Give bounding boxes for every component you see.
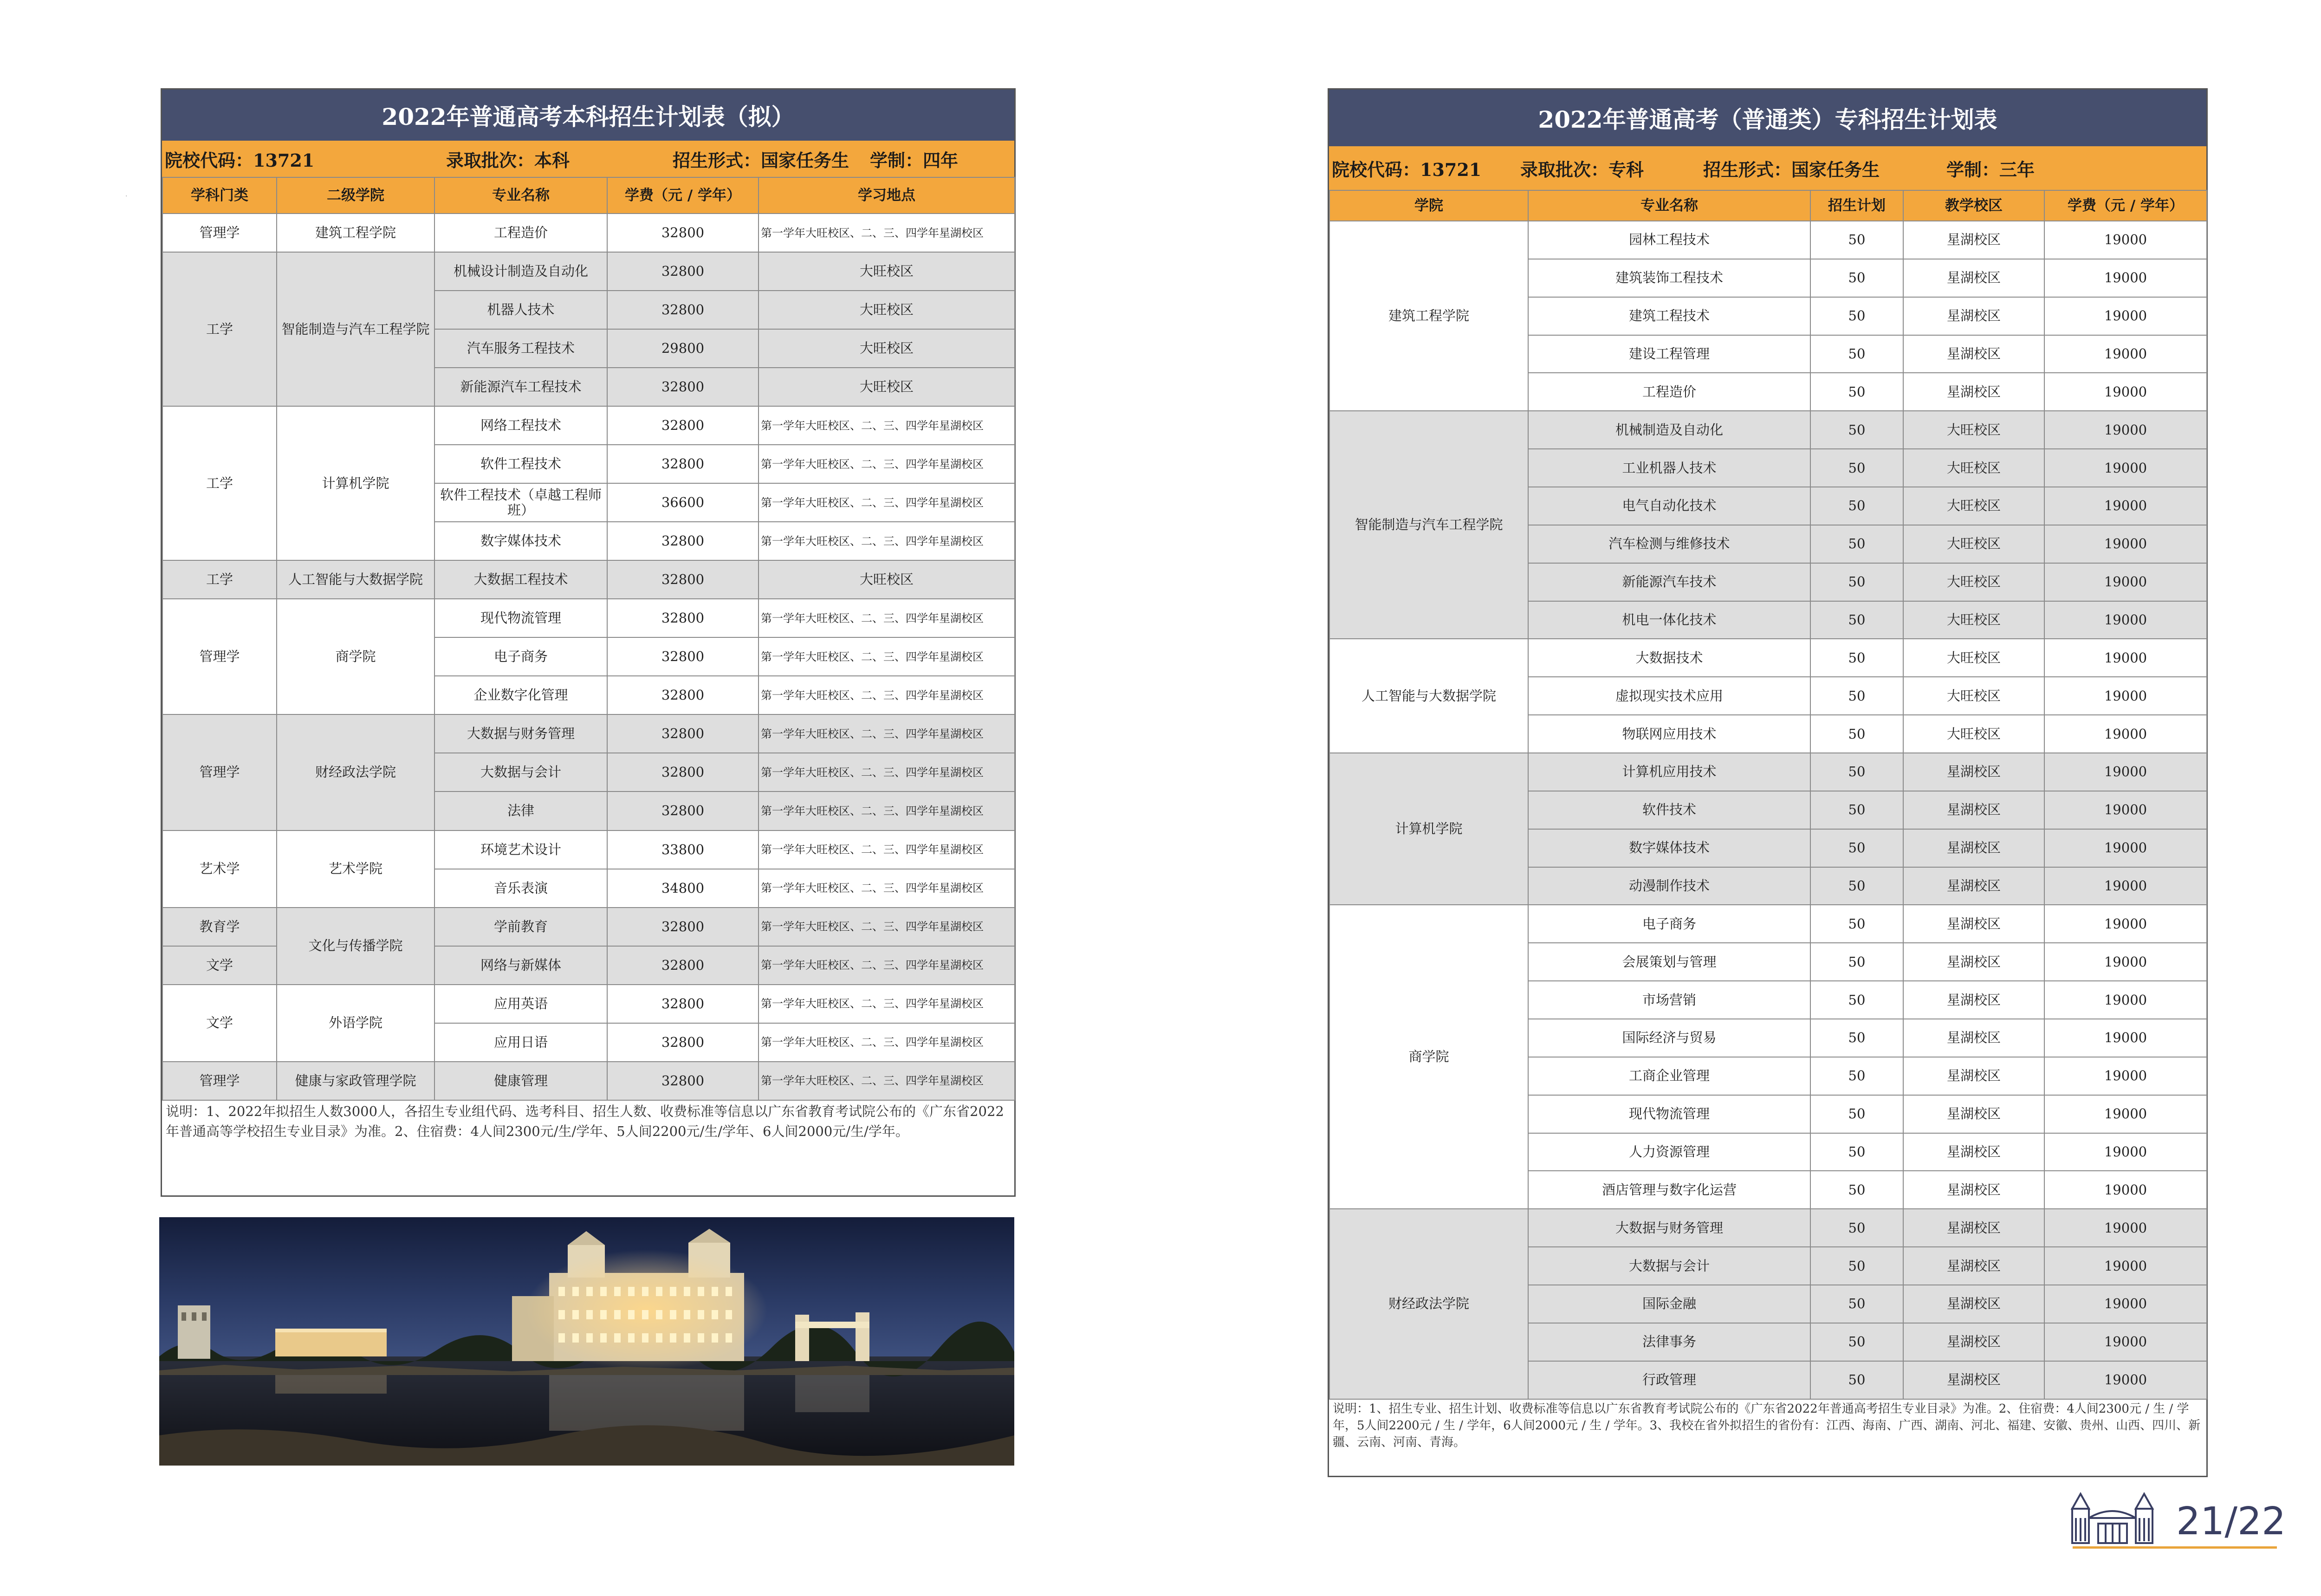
major-cell: 物联网应用技术 xyxy=(1528,715,1810,753)
plan-cell: 50 xyxy=(1810,1323,1903,1361)
major-cell: 工商企业管理 xyxy=(1528,1057,1810,1095)
major-cell: 工程造价 xyxy=(1528,373,1810,411)
major-cell: 学前教育 xyxy=(434,908,607,946)
college-cell: 财经政法学院 xyxy=(1329,1209,1528,1399)
college-cell: 艺术学院 xyxy=(277,830,434,908)
major-cell: 法律事务 xyxy=(1528,1323,1810,1361)
campus-cell: 大旺校区 xyxy=(1903,563,2044,601)
location-cell: 第一学年大旺校区、二、三、四学年星湖校区 xyxy=(759,445,1015,483)
location-cell: 第一学年大旺校区、二、三、四学年星湖校区 xyxy=(759,792,1015,830)
location-cell: 大旺校区 xyxy=(759,291,1015,329)
location-cell: 大旺校区 xyxy=(759,252,1015,291)
major-cell: 大数据与会计 xyxy=(434,753,607,792)
campus-cell: 大旺校区 xyxy=(1903,449,2044,487)
campus-night-illustration xyxy=(159,1217,1014,1466)
fee-cell: 32800 xyxy=(607,522,759,560)
major-cell: 软件工程技术 xyxy=(434,445,607,483)
college-cell: 人工智能与大数据学院 xyxy=(1329,639,1528,753)
campus-cell: 星湖校区 xyxy=(1903,1171,2044,1209)
campus-cell: 星湖校区 xyxy=(1903,221,2044,259)
page-number-underline xyxy=(2073,1546,2277,1549)
header-college: 学院 xyxy=(1329,190,1528,221)
fee-cell: 19000 xyxy=(2044,677,2207,715)
campus-cell: 星湖校区 xyxy=(1903,943,2044,981)
location-cell: 第一学年大旺校区、二、三、四学年星湖校区 xyxy=(759,214,1015,252)
major-cell: 市场营销 xyxy=(1528,981,1810,1019)
major-cell: 行政管理 xyxy=(1528,1361,1810,1399)
location-cell: 大旺校区 xyxy=(759,560,1015,599)
campus-cell: 星湖校区 xyxy=(1903,829,2044,867)
fee-cell: 19000 xyxy=(2044,1171,2207,1209)
location-cell: 第一学年大旺校区、二、三、四学年星湖校区 xyxy=(759,830,1015,869)
major-cell: 新能源汽车工程技术 xyxy=(434,368,607,406)
campus-cell: 星湖校区 xyxy=(1903,1285,2044,1323)
undergrad-table-title: 2022年普通高考本科招生计划表（拟） xyxy=(162,90,1014,141)
vocational-header-row xyxy=(1329,190,2207,221)
major-cell: 健康管理 xyxy=(434,1062,607,1100)
major-cell: 计算机应用技术 xyxy=(1528,753,1810,791)
fee-cell: 32800 xyxy=(607,291,759,329)
plan-cell: 50 xyxy=(1810,867,1903,905)
fee-cell: 32800 xyxy=(607,1062,759,1100)
major-cell: 网络工程技术 xyxy=(434,406,607,445)
plan-cell: 50 xyxy=(1810,411,1903,449)
location-cell: 第一学年大旺校区、二、三、四学年星湖校区 xyxy=(759,946,1015,985)
plan-cell: 50 xyxy=(1810,335,1903,373)
location-cell: 第一学年大旺校区、二、三、四学年星湖校区 xyxy=(759,1062,1015,1100)
college-cell: 文化与传播学院 xyxy=(277,908,434,985)
campus-cell: 星湖校区 xyxy=(1903,297,2044,335)
plan-cell: 50 xyxy=(1810,221,1903,259)
location-cell: 第一学年大旺校区、二、三、四学年星湖校区 xyxy=(759,714,1015,753)
header-location: 学习地点 xyxy=(759,177,1015,214)
major-cell: 新能源汽车技术 xyxy=(1528,563,1810,601)
college-cell: 建筑工程学院 xyxy=(1329,221,1528,411)
major-cell: 数字媒体技术 xyxy=(434,522,607,560)
campus-cell: 大旺校区 xyxy=(1903,411,2044,449)
campus-cell: 星湖校区 xyxy=(1903,1361,2044,1399)
fee-cell: 19000 xyxy=(2044,411,2207,449)
major-cell: 汽车服务工程技术 xyxy=(434,329,607,368)
header-fee: 学费（元 / 学年） xyxy=(2044,190,2207,221)
table-row xyxy=(162,599,1015,637)
major-cell: 软件技术 xyxy=(1528,791,1810,829)
vocational-note: 说明：1、招生专业、招生计划、收费标准等信息以广东省教育考试院公布的《广东省2022年普通高考招生专业目录》为准。2、住宿费：4人间2300元 / 生 / 学年，5人间2200元 / 生 / 学年，6人间2000元 / 生 / 学年。3、我校在省外拟招生的省份有：江西、海南、广西、湖南、河北、福建、安徽、贵州、山西、四川、新疆、云南、河南、青海。 xyxy=(1333,1402,2201,1449)
campus-cell: 星湖校区 xyxy=(1903,1095,2044,1133)
campus-cell: 星湖校区 xyxy=(1903,791,2044,829)
corner-mark: · xyxy=(125,193,128,200)
header-college: 二级学院 xyxy=(277,177,434,214)
plan-cell: 50 xyxy=(1810,1095,1903,1133)
major-cell: 酒店管理与数字化运营 xyxy=(1528,1171,1810,1209)
major-cell: 电子商务 xyxy=(434,637,607,676)
header-plan: 招生计划 xyxy=(1810,190,1903,221)
college-cell: 智能制造与汽车工程学院 xyxy=(1329,411,1528,639)
major-cell: 软件工程技术（卓越工程师班） xyxy=(434,483,607,522)
table-row xyxy=(1329,905,2207,943)
table-row xyxy=(162,214,1015,252)
fee-cell: 32800 xyxy=(607,676,759,714)
table-row xyxy=(162,252,1015,291)
header-major: 专业名称 xyxy=(1528,190,1810,221)
fee-cell: 32800 xyxy=(607,637,759,676)
fee-cell: 19000 xyxy=(2044,943,2207,981)
category-cell: 工学 xyxy=(162,252,277,406)
table-row xyxy=(162,560,1015,599)
category-cell: 教育学 xyxy=(162,908,277,946)
campus-cell: 星湖校区 xyxy=(1903,1133,2044,1171)
fee-cell: 32800 xyxy=(607,753,759,792)
plan-cell: 50 xyxy=(1810,563,1903,601)
plan-cell: 50 xyxy=(1810,601,1903,639)
vocational-table xyxy=(1329,190,2207,1400)
table-row xyxy=(1329,411,2207,449)
undergrad-plan-table-panel xyxy=(161,88,1016,1197)
fee-cell: 19000 xyxy=(2044,525,2207,563)
plan-cell: 50 xyxy=(1810,297,1903,335)
school-code: 院校代码：13721 xyxy=(165,149,315,171)
major-cell: 数字媒体技术 xyxy=(1528,829,1810,867)
fee-cell: 19000 xyxy=(2044,791,2207,829)
fee-cell: 32800 xyxy=(607,599,759,637)
major-cell: 建设工程管理 xyxy=(1528,335,1810,373)
major-cell: 建筑装饰工程技术 xyxy=(1528,259,1810,297)
fee-cell: 32800 xyxy=(607,985,759,1023)
plan-cell: 50 xyxy=(1810,373,1903,411)
header-fee: 学费（元 / 学年） xyxy=(607,177,759,214)
fee-cell: 19000 xyxy=(2044,639,2207,677)
plan-cell: 50 xyxy=(1810,791,1903,829)
plan-cell: 50 xyxy=(1810,905,1903,943)
undergrad-table xyxy=(162,177,1015,1101)
fee-cell: 19000 xyxy=(2044,297,2207,335)
fee-cell: 19000 xyxy=(2044,1285,2207,1323)
location-cell: 第一学年大旺校区、二、三、四学年星湖校区 xyxy=(759,908,1015,946)
fee-cell: 19000 xyxy=(2044,1095,2207,1133)
plan-cell: 50 xyxy=(1810,943,1903,981)
major-cell: 国际经济与贸易 xyxy=(1528,1019,1810,1057)
table-row xyxy=(162,830,1015,869)
table-row xyxy=(1329,753,2207,791)
fee-cell: 19000 xyxy=(2044,829,2207,867)
campus-cell: 星湖校区 xyxy=(1903,905,2044,943)
vocational-plan-table-panel xyxy=(1328,88,2208,1477)
major-cell: 机器人技术 xyxy=(434,291,607,329)
study-length: 学制：四年 xyxy=(870,149,959,171)
plan-cell: 50 xyxy=(1810,677,1903,715)
college-cell: 财经政法学院 xyxy=(277,714,434,830)
fee-cell: 32800 xyxy=(607,445,759,483)
college-cell: 计算机学院 xyxy=(1329,753,1528,905)
fee-cell: 19000 xyxy=(2044,1133,2207,1171)
location-cell: 第一学年大旺校区、二、三、四学年星湖校区 xyxy=(759,406,1015,445)
plan-cell: 50 xyxy=(1810,715,1903,753)
fee-cell: 19000 xyxy=(2044,1323,2207,1361)
fee-cell: 19000 xyxy=(2044,1057,2207,1095)
major-cell: 现代物流管理 xyxy=(434,599,607,637)
college-cell: 商学院 xyxy=(277,599,434,714)
location-cell: 第一学年大旺校区、二、三、四学年星湖校区 xyxy=(759,985,1015,1023)
table-row xyxy=(1329,1209,2207,1247)
category-cell: 管理学 xyxy=(162,214,277,252)
fee-cell: 19000 xyxy=(2044,449,2207,487)
location-cell: 第一学年大旺校区、二、三、四学年星湖校区 xyxy=(759,753,1015,792)
plan-cell: 50 xyxy=(1810,1171,1903,1209)
fee-cell: 29800 xyxy=(607,329,759,368)
fee-cell: 19000 xyxy=(2044,1019,2207,1057)
campus-cell: 星湖校区 xyxy=(1903,1057,2044,1095)
campus-cell: 星湖校区 xyxy=(1903,1247,2044,1285)
undergrad-header-row xyxy=(162,177,1015,214)
major-cell: 大数据与会计 xyxy=(1528,1247,1810,1285)
table-row xyxy=(1329,221,2207,259)
fee-cell: 19000 xyxy=(2044,259,2207,297)
plan-cell: 50 xyxy=(1810,1247,1903,1285)
major-cell: 人力资源管理 xyxy=(1528,1133,1810,1171)
major-cell: 环境艺术设计 xyxy=(434,830,607,869)
vocational-info-bar xyxy=(1329,146,2206,190)
campus-cell: 星湖校区 xyxy=(1903,373,2044,411)
fee-cell: 19000 xyxy=(2044,1361,2207,1399)
fee-cell: 32800 xyxy=(607,252,759,291)
fee-cell: 19000 xyxy=(2044,715,2207,753)
school-code: 院校代码：13721 xyxy=(1332,159,1482,180)
table-row xyxy=(162,985,1015,1023)
major-cell: 音乐表演 xyxy=(434,869,607,908)
campus-cell: 星湖校区 xyxy=(1903,1209,2044,1247)
plan-cell: 50 xyxy=(1810,1133,1903,1171)
enrollment-form: 招生形式：国家任务生 xyxy=(673,149,849,171)
plan-cell: 50 xyxy=(1810,487,1903,525)
plan-cell: 50 xyxy=(1810,449,1903,487)
campus-cell: 星湖校区 xyxy=(1903,1323,2044,1361)
campus-cell: 大旺校区 xyxy=(1903,715,2044,753)
fee-cell: 32800 xyxy=(607,908,759,946)
college-cell: 智能制造与汽车工程学院 xyxy=(277,252,434,406)
fee-cell: 32800 xyxy=(607,792,759,830)
plan-cell: 50 xyxy=(1810,639,1903,677)
campus-cell: 星湖校区 xyxy=(1903,1019,2044,1057)
major-cell: 法律 xyxy=(434,792,607,830)
major-cell: 应用英语 xyxy=(434,985,607,1023)
table-row xyxy=(162,406,1015,445)
fee-cell: 19000 xyxy=(2044,563,2207,601)
major-cell: 虚拟现实技术应用 xyxy=(1528,677,1810,715)
major-cell: 汽车检测与维修技术 xyxy=(1528,525,1810,563)
major-cell: 大数据技术 xyxy=(1528,639,1810,677)
fee-cell: 32800 xyxy=(607,714,759,753)
undergrad-info-bar xyxy=(162,141,1014,177)
fee-cell: 19000 xyxy=(2044,487,2207,525)
plan-cell: 50 xyxy=(1810,259,1903,297)
vocational-table-title: 2022年普通高考（普通类）专科招生计划表 xyxy=(1329,90,2206,146)
major-cell: 园林工程技术 xyxy=(1528,221,1810,259)
major-cell: 电气自动化技术 xyxy=(1528,487,1810,525)
category-cell: 管理学 xyxy=(162,714,277,830)
header-campus: 教学校区 xyxy=(1903,190,2044,221)
location-cell: 第一学年大旺校区、二、三、四学年星湖校区 xyxy=(759,483,1015,522)
category-cell: 管理学 xyxy=(162,599,277,714)
fee-cell: 33800 xyxy=(607,830,759,869)
study-length: 学制：三年 xyxy=(1946,159,2035,180)
major-cell: 机械制造及自动化 xyxy=(1528,411,1810,449)
location-cell: 第一学年大旺校区、二、三、四学年星湖校区 xyxy=(759,522,1015,560)
plan-cell: 50 xyxy=(1810,1285,1903,1323)
fee-cell: 32800 xyxy=(607,1023,759,1062)
college-cell: 计算机学院 xyxy=(277,406,434,560)
campus-cell: 星湖校区 xyxy=(1903,867,2044,905)
campus-cell: 大旺校区 xyxy=(1903,639,2044,677)
plan-cell: 50 xyxy=(1810,1019,1903,1057)
campus-cell: 大旺校区 xyxy=(1903,601,2044,639)
fee-cell: 19000 xyxy=(2044,373,2207,411)
location-cell: 第一学年大旺校区、二、三、四学年星湖校区 xyxy=(759,599,1015,637)
college-cell: 外语学院 xyxy=(277,985,434,1062)
college-cell: 健康与家政管理学院 xyxy=(277,1062,434,1100)
major-cell: 现代物流管理 xyxy=(1528,1095,1810,1133)
major-cell: 会展策划与管理 xyxy=(1528,943,1810,981)
major-cell: 大数据工程技术 xyxy=(434,560,607,599)
campus-cell: 星湖校区 xyxy=(1903,981,2044,1019)
fee-cell: 32800 xyxy=(607,560,759,599)
major-cell: 电子商务 xyxy=(1528,905,1810,943)
campus-night-photo xyxy=(159,1217,1014,1466)
fee-cell: 36600 xyxy=(607,483,759,522)
college-cell: 建筑工程学院 xyxy=(277,214,434,252)
table-row xyxy=(162,1062,1015,1100)
campus-cell: 星湖校区 xyxy=(1903,753,2044,791)
plan-cell: 50 xyxy=(1810,981,1903,1019)
major-cell: 大数据与财务管理 xyxy=(434,714,607,753)
major-cell: 机电一体化技术 xyxy=(1528,601,1810,639)
fee-cell: 32800 xyxy=(607,368,759,406)
admission-batch: 录取批次：专科 xyxy=(1520,159,1644,180)
campus-building-icon xyxy=(2069,1490,2155,1545)
location-cell: 大旺校区 xyxy=(759,368,1015,406)
category-cell: 艺术学 xyxy=(162,830,277,908)
major-cell: 机械设计制造及自动化 xyxy=(434,252,607,291)
plan-cell: 50 xyxy=(1810,525,1903,563)
fee-cell: 32800 xyxy=(607,946,759,985)
fee-cell: 19000 xyxy=(2044,601,2207,639)
category-cell: 文学 xyxy=(162,946,277,985)
fee-cell: 32800 xyxy=(607,406,759,445)
major-cell: 动漫制作技术 xyxy=(1528,867,1810,905)
table-row xyxy=(162,908,1015,946)
major-cell: 工业机器人技术 xyxy=(1528,449,1810,487)
campus-cell: 大旺校区 xyxy=(1903,525,2044,563)
fee-cell: 19000 xyxy=(2044,1247,2207,1285)
location-cell: 第一学年大旺校区、二、三、四学年星湖校区 xyxy=(759,869,1015,908)
category-cell: 管理学 xyxy=(162,1062,277,1100)
category-cell: 工学 xyxy=(162,560,277,599)
page-number: 21/22 xyxy=(2176,1499,2286,1544)
fee-cell: 19000 xyxy=(2044,1209,2207,1247)
campus-cell: 大旺校区 xyxy=(1903,487,2044,525)
major-cell: 企业数字化管理 xyxy=(434,676,607,714)
category-cell: 文学 xyxy=(162,985,277,1062)
fee-cell: 19000 xyxy=(2044,221,2207,259)
major-cell: 网络与新媒体 xyxy=(434,946,607,985)
fee-cell: 19000 xyxy=(2044,867,2207,905)
major-cell: 工程造价 xyxy=(434,214,607,252)
campus-cell: 星湖校区 xyxy=(1903,259,2044,297)
major-cell: 应用日语 xyxy=(434,1023,607,1062)
college-cell: 商学院 xyxy=(1329,905,1528,1209)
major-cell: 大数据与财务管理 xyxy=(1528,1209,1810,1247)
college-cell: 人工智能与大数据学院 xyxy=(277,560,434,599)
location-cell: 第一学年大旺校区、二、三、四学年星湖校区 xyxy=(759,1023,1015,1062)
fee-cell: 34800 xyxy=(607,869,759,908)
plan-cell: 50 xyxy=(1810,1209,1903,1247)
fee-cell: 19000 xyxy=(2044,981,2207,1019)
fee-cell: 32800 xyxy=(607,214,759,252)
location-cell: 第一学年大旺校区、二、三、四学年星湖校区 xyxy=(759,637,1015,676)
admission-batch: 录取批次：本科 xyxy=(446,149,570,171)
campus-cell: 星湖校区 xyxy=(1903,335,2044,373)
category-cell: 工学 xyxy=(162,406,277,560)
plan-cell: 50 xyxy=(1810,753,1903,791)
header-major: 专业名称 xyxy=(434,177,607,214)
fee-cell: 19000 xyxy=(2044,335,2207,373)
fee-cell: 19000 xyxy=(2044,753,2207,791)
fee-cell: 19000 xyxy=(2044,905,2207,943)
campus-cell: 大旺校区 xyxy=(1903,677,2044,715)
major-cell: 建筑工程技术 xyxy=(1528,297,1810,335)
enrollment-form: 招生形式：国家任务生 xyxy=(1703,159,1880,180)
location-cell: 大旺校区 xyxy=(759,329,1015,368)
header-category: 学科门类 xyxy=(162,177,277,214)
undergrad-note: 说明：1、2022年拟招生人数3000人，各招生专业组代码、选考科目、招生人数、收费标准等信息以广东省教育考试院公布的《广东省2022年普通高等学校招生专业目录》为准。2、住宿费：4人间2300元/生/学年、5人间2200元/生/学年、6人间2000元/生/学年。 xyxy=(166,1103,1004,1139)
table-row xyxy=(162,714,1015,753)
plan-cell: 50 xyxy=(1810,1361,1903,1399)
plan-cell: 50 xyxy=(1810,829,1903,867)
major-cell: 国际金融 xyxy=(1528,1285,1810,1323)
plan-cell: 50 xyxy=(1810,1057,1903,1095)
location-cell: 第一学年大旺校区、二、三、四学年星湖校区 xyxy=(759,676,1015,714)
table-row xyxy=(1329,639,2207,677)
